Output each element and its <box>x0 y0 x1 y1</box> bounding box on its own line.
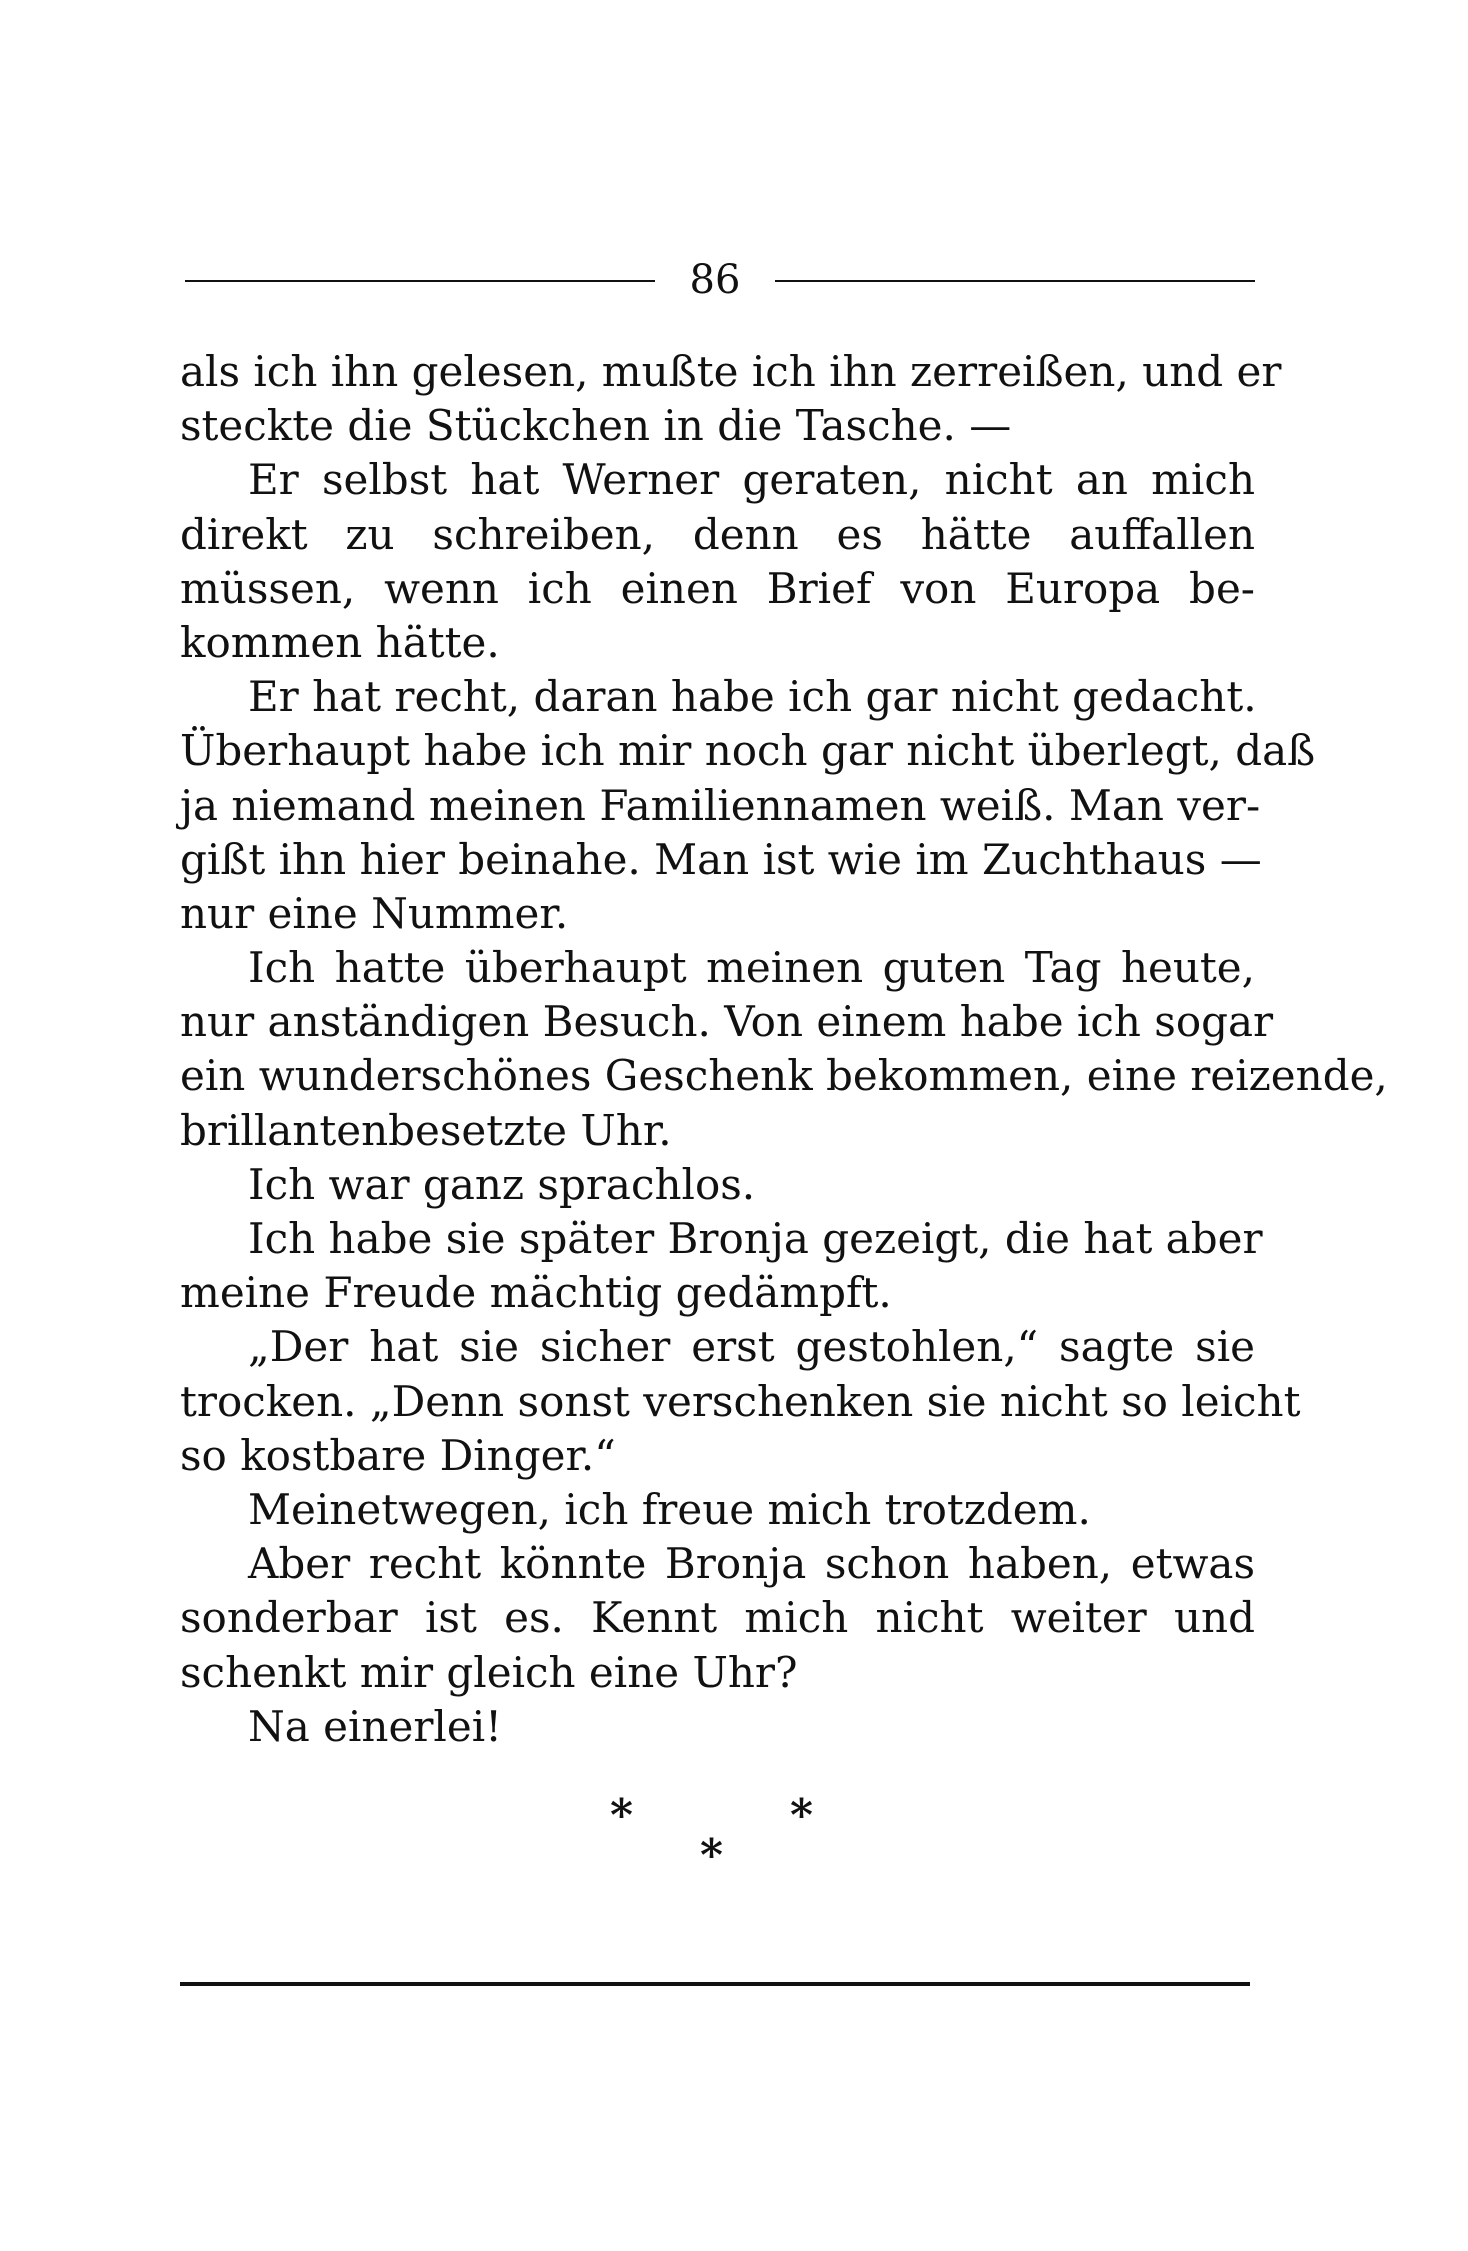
header-rule-right <box>775 280 1255 282</box>
page-number: 86 <box>689 257 741 303</box>
asterisk: * <box>790 1790 814 1841</box>
text-line: so kostbare Dinger.“ <box>180 1430 616 1480</box>
text-line: meine Freude mächtig gedämpft. <box>180 1268 892 1318</box>
paragraph <box>180 670 1316 941</box>
body-text <box>180 345 1388 1754</box>
text-line: Überhaupt habe ich mir noch gar nicht überlegt, daß <box>180 726 1316 776</box>
text-line: Na einerlei! <box>248 1701 503 1751</box>
paragraph <box>180 345 1282 453</box>
paragraph <box>180 1700 1255 1754</box>
text-line: kommen hätte. <box>180 617 500 667</box>
text-line: Aber recht könnte Bronja schon haben, etwas <box>248 1539 1255 1589</box>
text-line: Meinetwegen, ich freue mich trotzdem. <box>248 1484 1091 1534</box>
text-line: direkt zu schreiben, denn es hätte auffallen <box>180 509 1255 559</box>
text-line: steckte die Stückchen in die Tasche. — <box>180 401 1012 451</box>
bottom-rule <box>180 1982 1250 1986</box>
asterisk: * <box>610 1790 634 1841</box>
paragraph <box>180 1320 1301 1483</box>
text-line: brillantenbesetzte Uhr. <box>180 1105 672 1155</box>
text-line: Ich habe sie später Bronja gezeigt, die hat aber <box>248 1214 1263 1263</box>
text-line: nur anständigen Besuch. Von einem habe ich sogar <box>180 997 1274 1047</box>
text-line: gißt ihn hier beinahe. Man ist wie im Zuchthaus — <box>180 834 1262 884</box>
text-line: Er hat recht, daran habe ich gar nicht gedacht. <box>248 672 1257 722</box>
page-header <box>185 250 1255 310</box>
paragraph <box>180 1483 1255 1537</box>
paragraph <box>180 1158 1255 1212</box>
text-line: Ich hatte überhaupt meinen guten Tag heute, <box>248 943 1255 993</box>
text-line: „Der hat sie sicher erst gestohlen,“ sagte sie <box>248 1322 1255 1372</box>
paragraph <box>180 1537 1255 1700</box>
text-line: müssen, wenn ich einen Brief von Europa be- <box>180 563 1255 613</box>
text-line: nur eine Nummer. <box>180 888 569 938</box>
text-line: schenkt mir gleich eine Uhr? <box>180 1647 798 1697</box>
paragraph <box>180 941 1388 1158</box>
text-line: ein wunderschönes Geschenk bekommen, eine reizende, <box>180 1051 1388 1101</box>
text-line: sonderbar ist es. Kennt mich nicht weiter und <box>180 1593 1255 1643</box>
header-rule-left <box>185 280 655 282</box>
text-line: Er selbst hat Werner geraten, nicht an mich <box>248 455 1255 505</box>
text-line: ja niemand meinen Familiennamen weiß. Man ver- <box>180 780 1261 830</box>
paragraph <box>180 1212 1263 1320</box>
text-line: trocken. „Denn sonst verschenken sie nicht so leicht <box>180 1376 1301 1426</box>
text-line: Ich war ganz sprachlos. <box>248 1159 756 1209</box>
asterisk: * <box>700 1830 724 1881</box>
text-line: als ich ihn gelesen, mußte ich ihn zerreißen, und er <box>180 347 1282 396</box>
section-break-asterisks <box>580 1790 840 1890</box>
paragraph <box>180 453 1255 670</box>
